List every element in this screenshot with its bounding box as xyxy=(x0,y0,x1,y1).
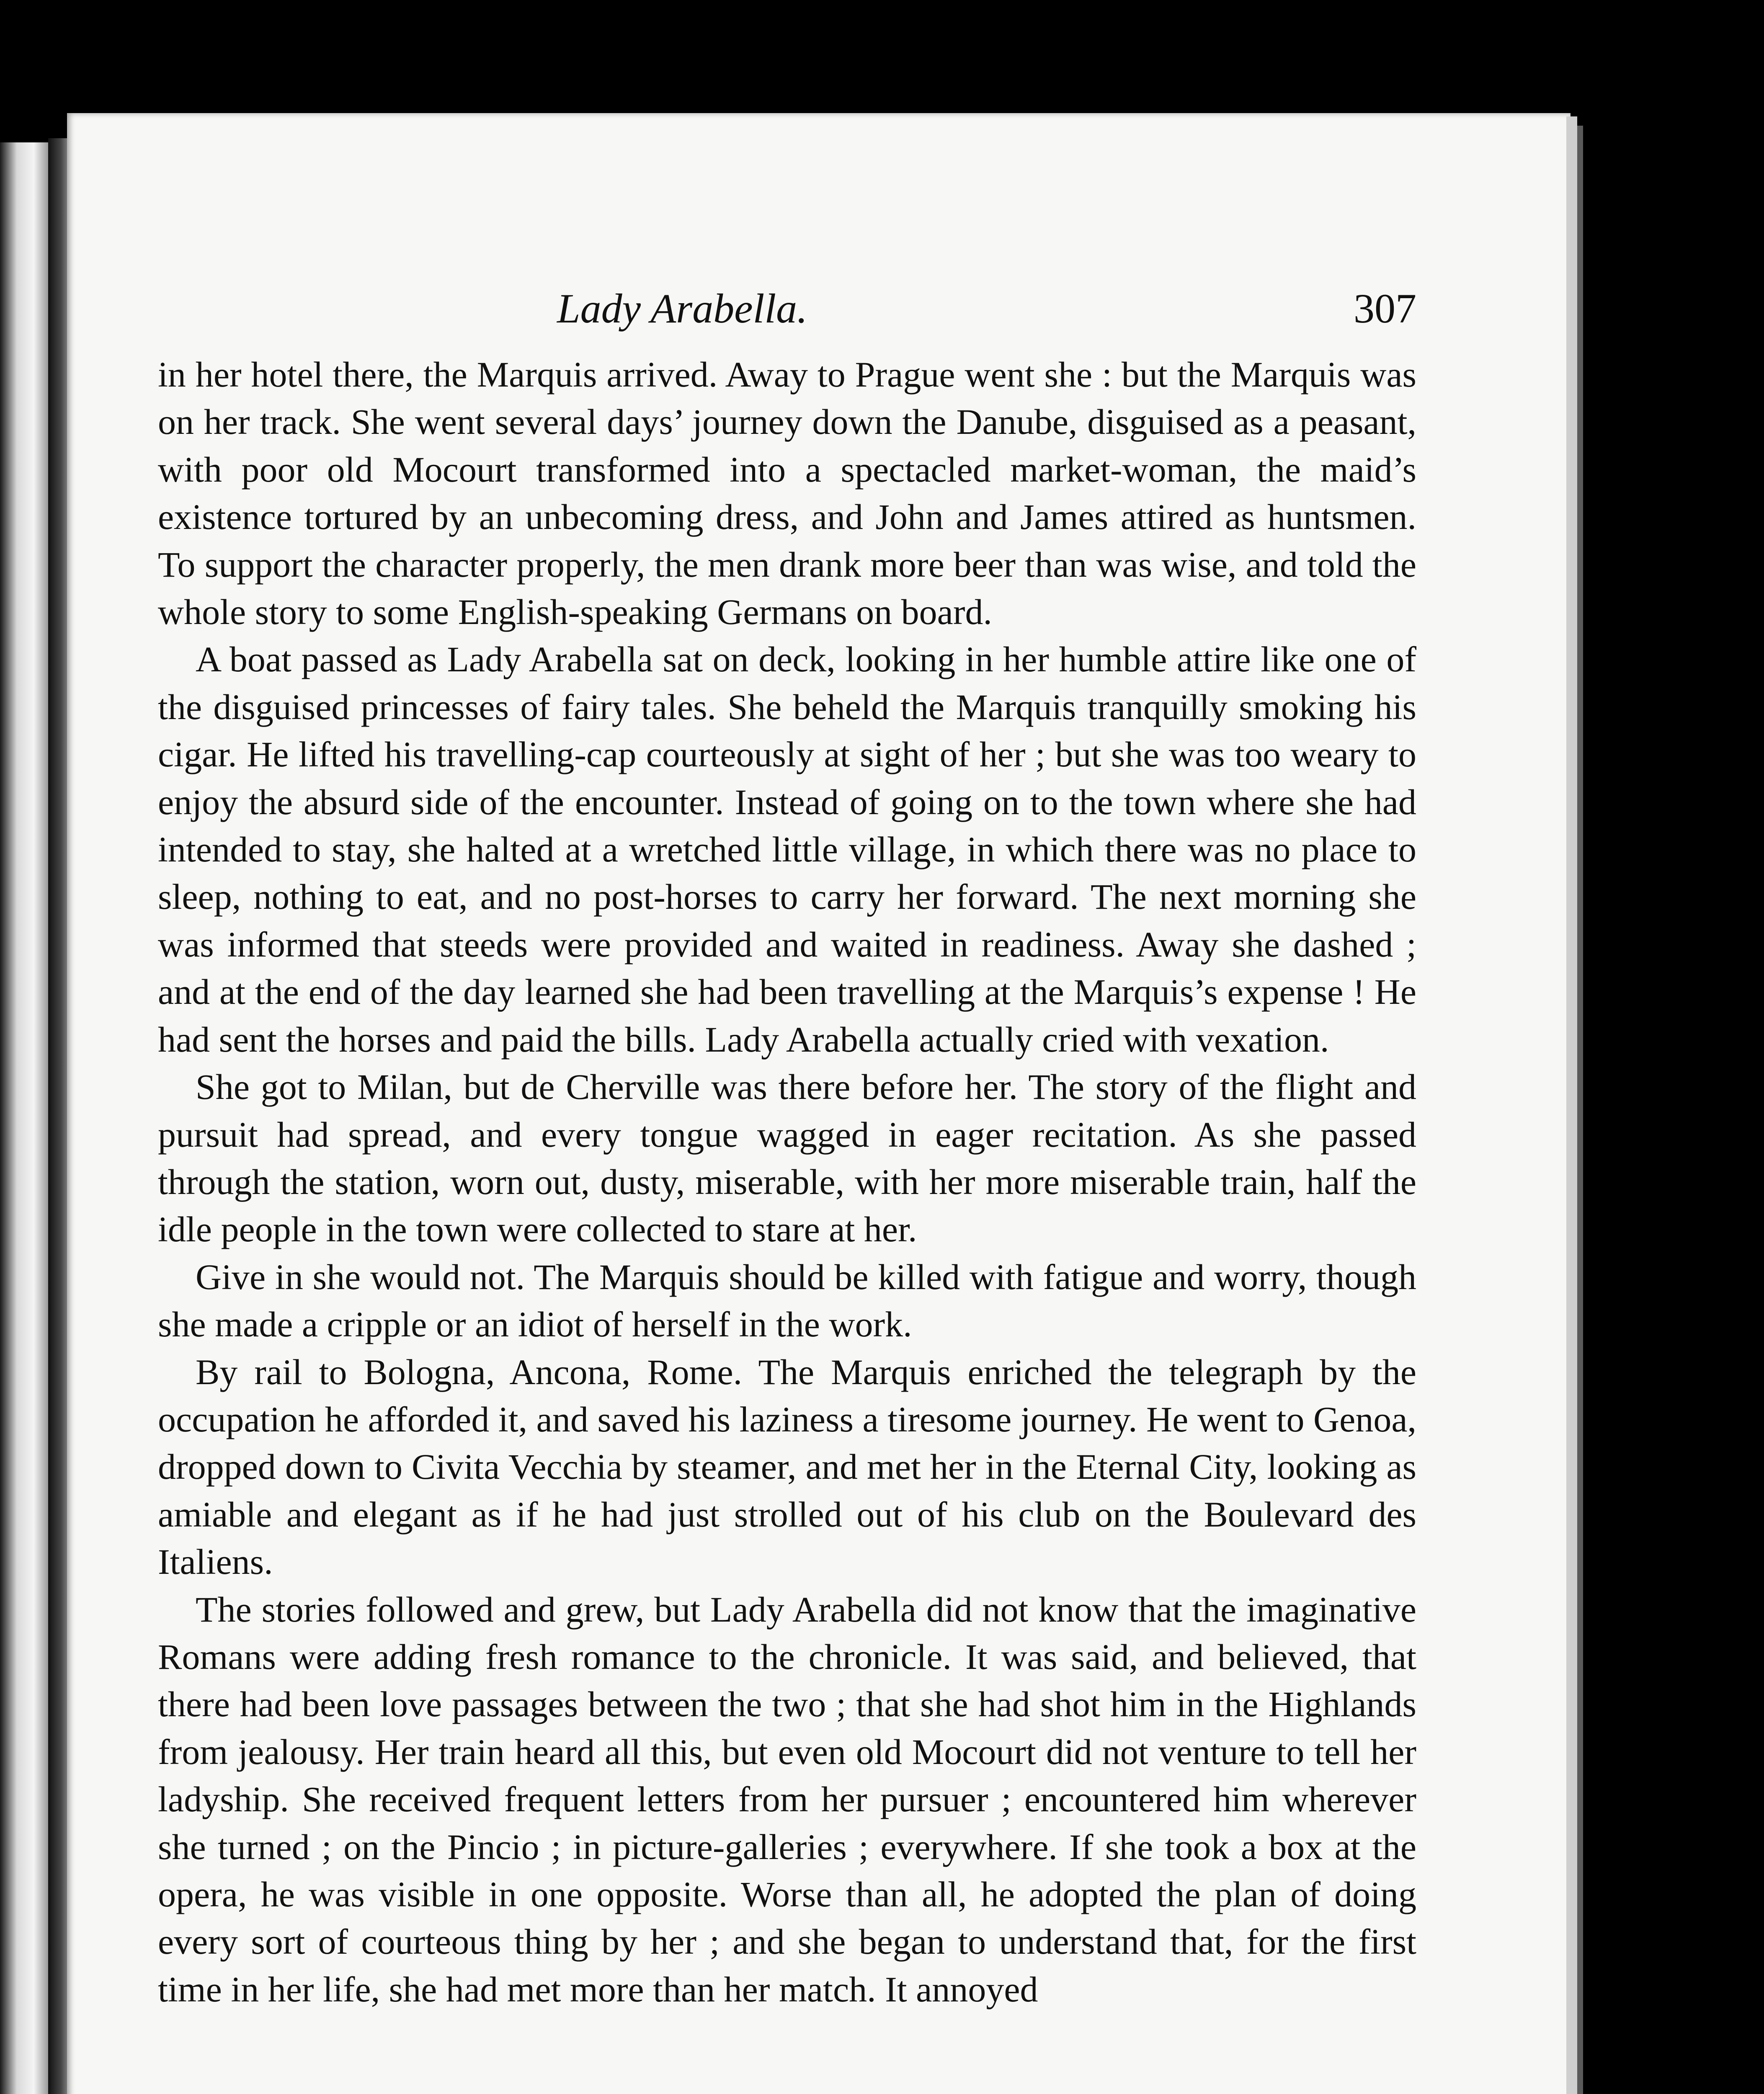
paragraph: A boat passed as Lady Arabella sat on deck, looking in her humble attire like one of the disguised princesses of fairy tales. She beheld the Marquis tranquilly smoking his cigar. He lifted his travelling-cap courteously at sight of her ; but she was too weary to enjoy the absurd side of the encounter. Instead of going on to the town where she had intended to stay, she halted at a wretched little village, in which there was no place to sleep, nothing to eat, and no post-horses to carry her forward. The next morning she was informed that steeds were provided and waited in readiness. Away she dashed ; and at the end of the day learned she had been travelling at the Marquis’s expense ! He had sent the horses and paid the bills. Lady Arabella actually cried with vexation. xyxy=(158,639,1416,1060)
body-text xyxy=(158,351,1416,2013)
binding-gutter xyxy=(48,138,69,2094)
paragraph: Give in she would not. The Marquis should be killed with fatigue and worry, though she made a cripple or an idiot of herself in the work. xyxy=(158,1256,1416,1345)
paragraph: She got to Milan, but de Cherville was there before her. The story of the flight and pursuit had spread, and every tongue wagged in eager recitation. As she passed through the station, worn out, dusty, miserable, with her more miserable train, half the idle people in the town were collected to stare at her. xyxy=(158,1067,1416,1250)
paragraph: The stories followed and grew, but Lady Arabella did not know that the imaginative Romans were adding fresh romance to the chronicle. It was said, and believed, that there had been love passages between the two ; that she had shot him in the Highlands from jealousy. Her train heard all this, but even old Mocourt did not venture to tell her ladyship. She received frequent letters from her pursuer ; encountered him wherever she turned ; on the Pincio ; in picture-galleries ; everywhere. If she took a box at the opera, he was visible in one opposite. Worse than all, he adopted the plan of doing every sort of courteous thing by her ; and she began to understand that, for the first time in her life, she had met more than her match. It annoyed xyxy=(158,1589,1416,2009)
running-title: Lady Arabella. xyxy=(557,285,808,332)
page-edge-right xyxy=(1566,116,1577,2094)
page-number: 307 xyxy=(1354,285,1416,332)
paragraph: By rail to Bologna, Ancona, Rome. The Marquis enriched the telegraph by the occupation he afforded it, and saved his laziness a tiresome journey. He went to Genoa, dropped down to Civita Vecchia by steamer, and met her in the Eternal City, looking as amiable and elegant as if he had just strolled out of his club on the Boulevard des Italiens. xyxy=(158,1351,1416,1582)
book-page xyxy=(67,113,1571,2094)
previous-page-edge xyxy=(0,142,48,2094)
running-head xyxy=(67,277,1571,340)
paragraph-continued: in her hotel there, the Marquis arrived. Away to Prague went she : but the Marquis was on her track. She went several days’ journey down the Danube, disguised as a peasant, with poor old Mocourt transformed into a spectacled market-woman, the maid’s existence tortured by an unbecoming dress, and John and James attired as huntsmen. To support the character properly, the men drank more beer than was wise, and told the whole story to some English-speaking Germans on board. xyxy=(158,354,1416,632)
page-edge-shadow xyxy=(1577,126,1583,2094)
